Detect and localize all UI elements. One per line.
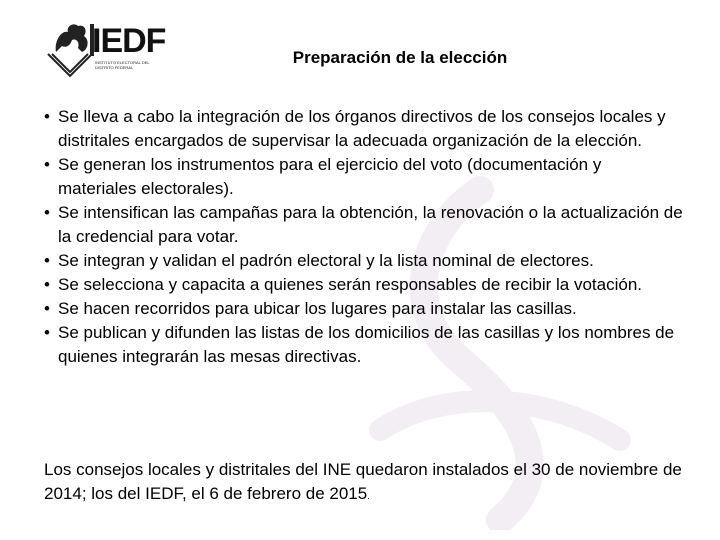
bullet-list xyxy=(44,105,684,369)
bullet-item xyxy=(44,105,684,153)
conclusion-paragraph xyxy=(44,458,684,508)
conclusion-text: Los consejos locales y distritales del INE quedaron instalados el 30 de noviembre de 2014; los del IEDF, el 6 de febrero de 2015 xyxy=(44,460,682,503)
logo-brand-text: IEDF xyxy=(92,22,166,60)
bullet-item xyxy=(44,297,684,321)
bullet-item xyxy=(44,273,684,297)
bullet-text: • Se lleva a cabo la integración de los órganos directivos de los consejos locales y distritales encargados de supervisar la adecuada organización de la elección. xyxy=(58,107,666,150)
conclusion-period: . xyxy=(367,491,370,501)
bullet-item xyxy=(44,321,684,369)
bullet-item xyxy=(44,153,684,201)
bullet-item xyxy=(44,201,684,249)
bullet-text: • Se hacen recorridos para ubicar los lugares para instalar las casillas. xyxy=(58,299,577,318)
slide-title: Preparación de la elección xyxy=(292,48,508,67)
bullet-text: • Se intensifican las campañas para la obtención, la renovación o la actualización de la credencial para votar. xyxy=(58,203,683,246)
bullet-text: • Se selecciona y capacita a quienes serán responsables de recibir la votación. xyxy=(58,275,643,294)
bullet-text: • Se generan los instrumentos para el ejercicio del voto (documentación y materiales electorales). xyxy=(58,155,602,198)
logo-subtitle: INSTITUTO ELECTORAL DEL DISTRITO FEDERAL xyxy=(95,60,150,70)
bullet-item xyxy=(44,249,684,273)
bullet-text: • Se integran y validan el padrón electoral y la lista nominal de electores. xyxy=(58,251,594,270)
bullet-text: • Se publican y difunden las listas de los domicilios de las casillas y los nombres de quienes integrarán las mesas directivas. xyxy=(58,323,675,366)
